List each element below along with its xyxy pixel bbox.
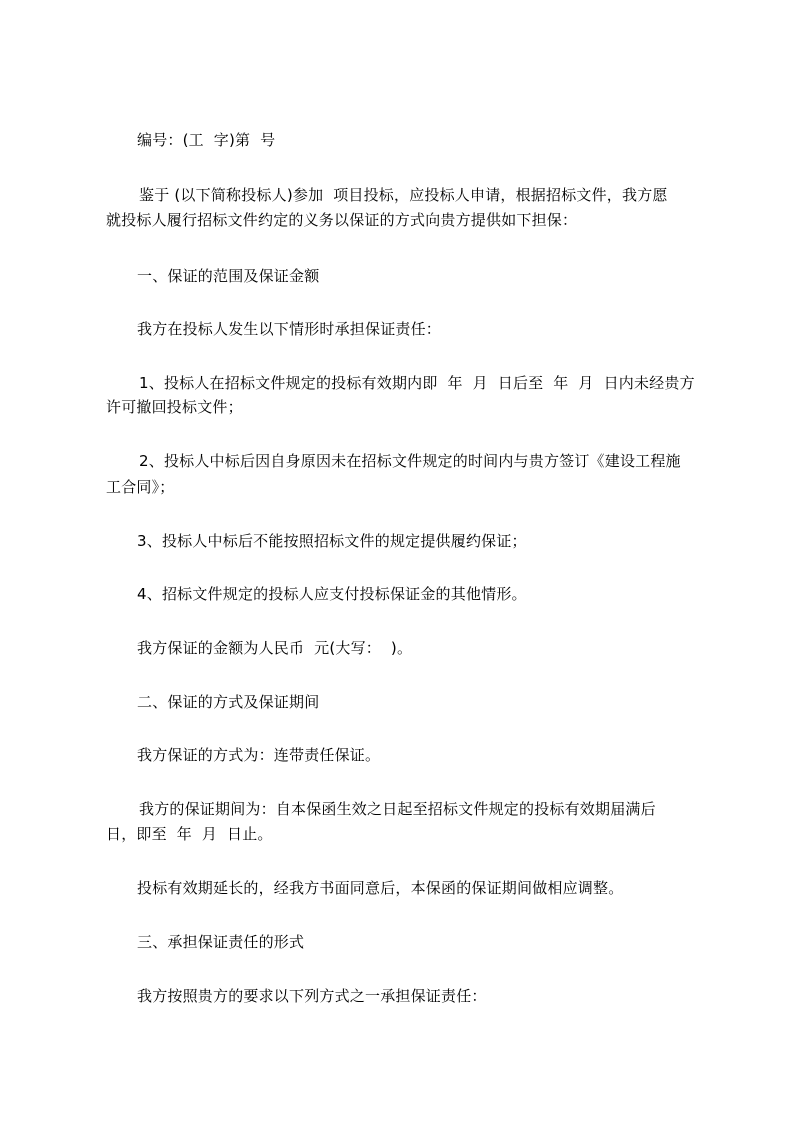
guarantee-period-line-1: 我方的保证期间为：自本保函生效之日起至招标文件规定的投标有效期届满后 (139, 800, 656, 818)
guarantee-method: 我方保证的方式为：连带责任保证。 (137, 746, 381, 764)
period-extension: 投标有效期延长的，经我方书面同意后，本保函的保证期间做相应调整。 (137, 879, 624, 897)
intro-line-2: 就投标人履行招标文件约定的义务以保证的方式向贵方提供如下担保： (106, 211, 578, 229)
item4: 4、招标文件规定的投标人应支付投标保证金的其他情形。 (137, 585, 527, 603)
section2-title: 二、保证的方式及保证期间 (137, 693, 320, 711)
item3: 3、投标人中标后不能按照招标文件的规定提供履约保证； (137, 532, 527, 550)
section3-intro: 我方按照贵方的要求以下列方式之一承担保证责任： (137, 987, 487, 1005)
item1-line-1: 1、投标人在招标文件规定的投标有效期内即 年 月 日后至 年 月 日内未经贵方 (139, 374, 695, 392)
section1-title: 一、保证的范围及保证金额 (137, 267, 320, 285)
item1-line-2: 许可撤回投标文件； (106, 398, 243, 416)
intro-line-1: 鉴于 (以下简称投标人)参加 项目投标，应投标人申请，根据招标文件，我方愿 (139, 186, 668, 204)
item2-line-2: 工合同》； (106, 478, 175, 496)
guarantee-amount: 我方保证的金额为人民币 元(大写： )。 (137, 639, 413, 657)
section3-title: 三、承担保证责任的形式 (137, 933, 305, 951)
doc-number: 编号：(工 字)第 号 (137, 131, 276, 149)
section1-intro: 我方在投标人发生以下情形时承担保证责任： (137, 320, 442, 338)
guarantee-period-line-2: 日，即至 年 月 日止。 (106, 825, 273, 843)
item2-line-1: 2、投标人中标后因自身原因未在招标文件规定的时间内与贵方签订《建设工程施 (139, 452, 681, 470)
